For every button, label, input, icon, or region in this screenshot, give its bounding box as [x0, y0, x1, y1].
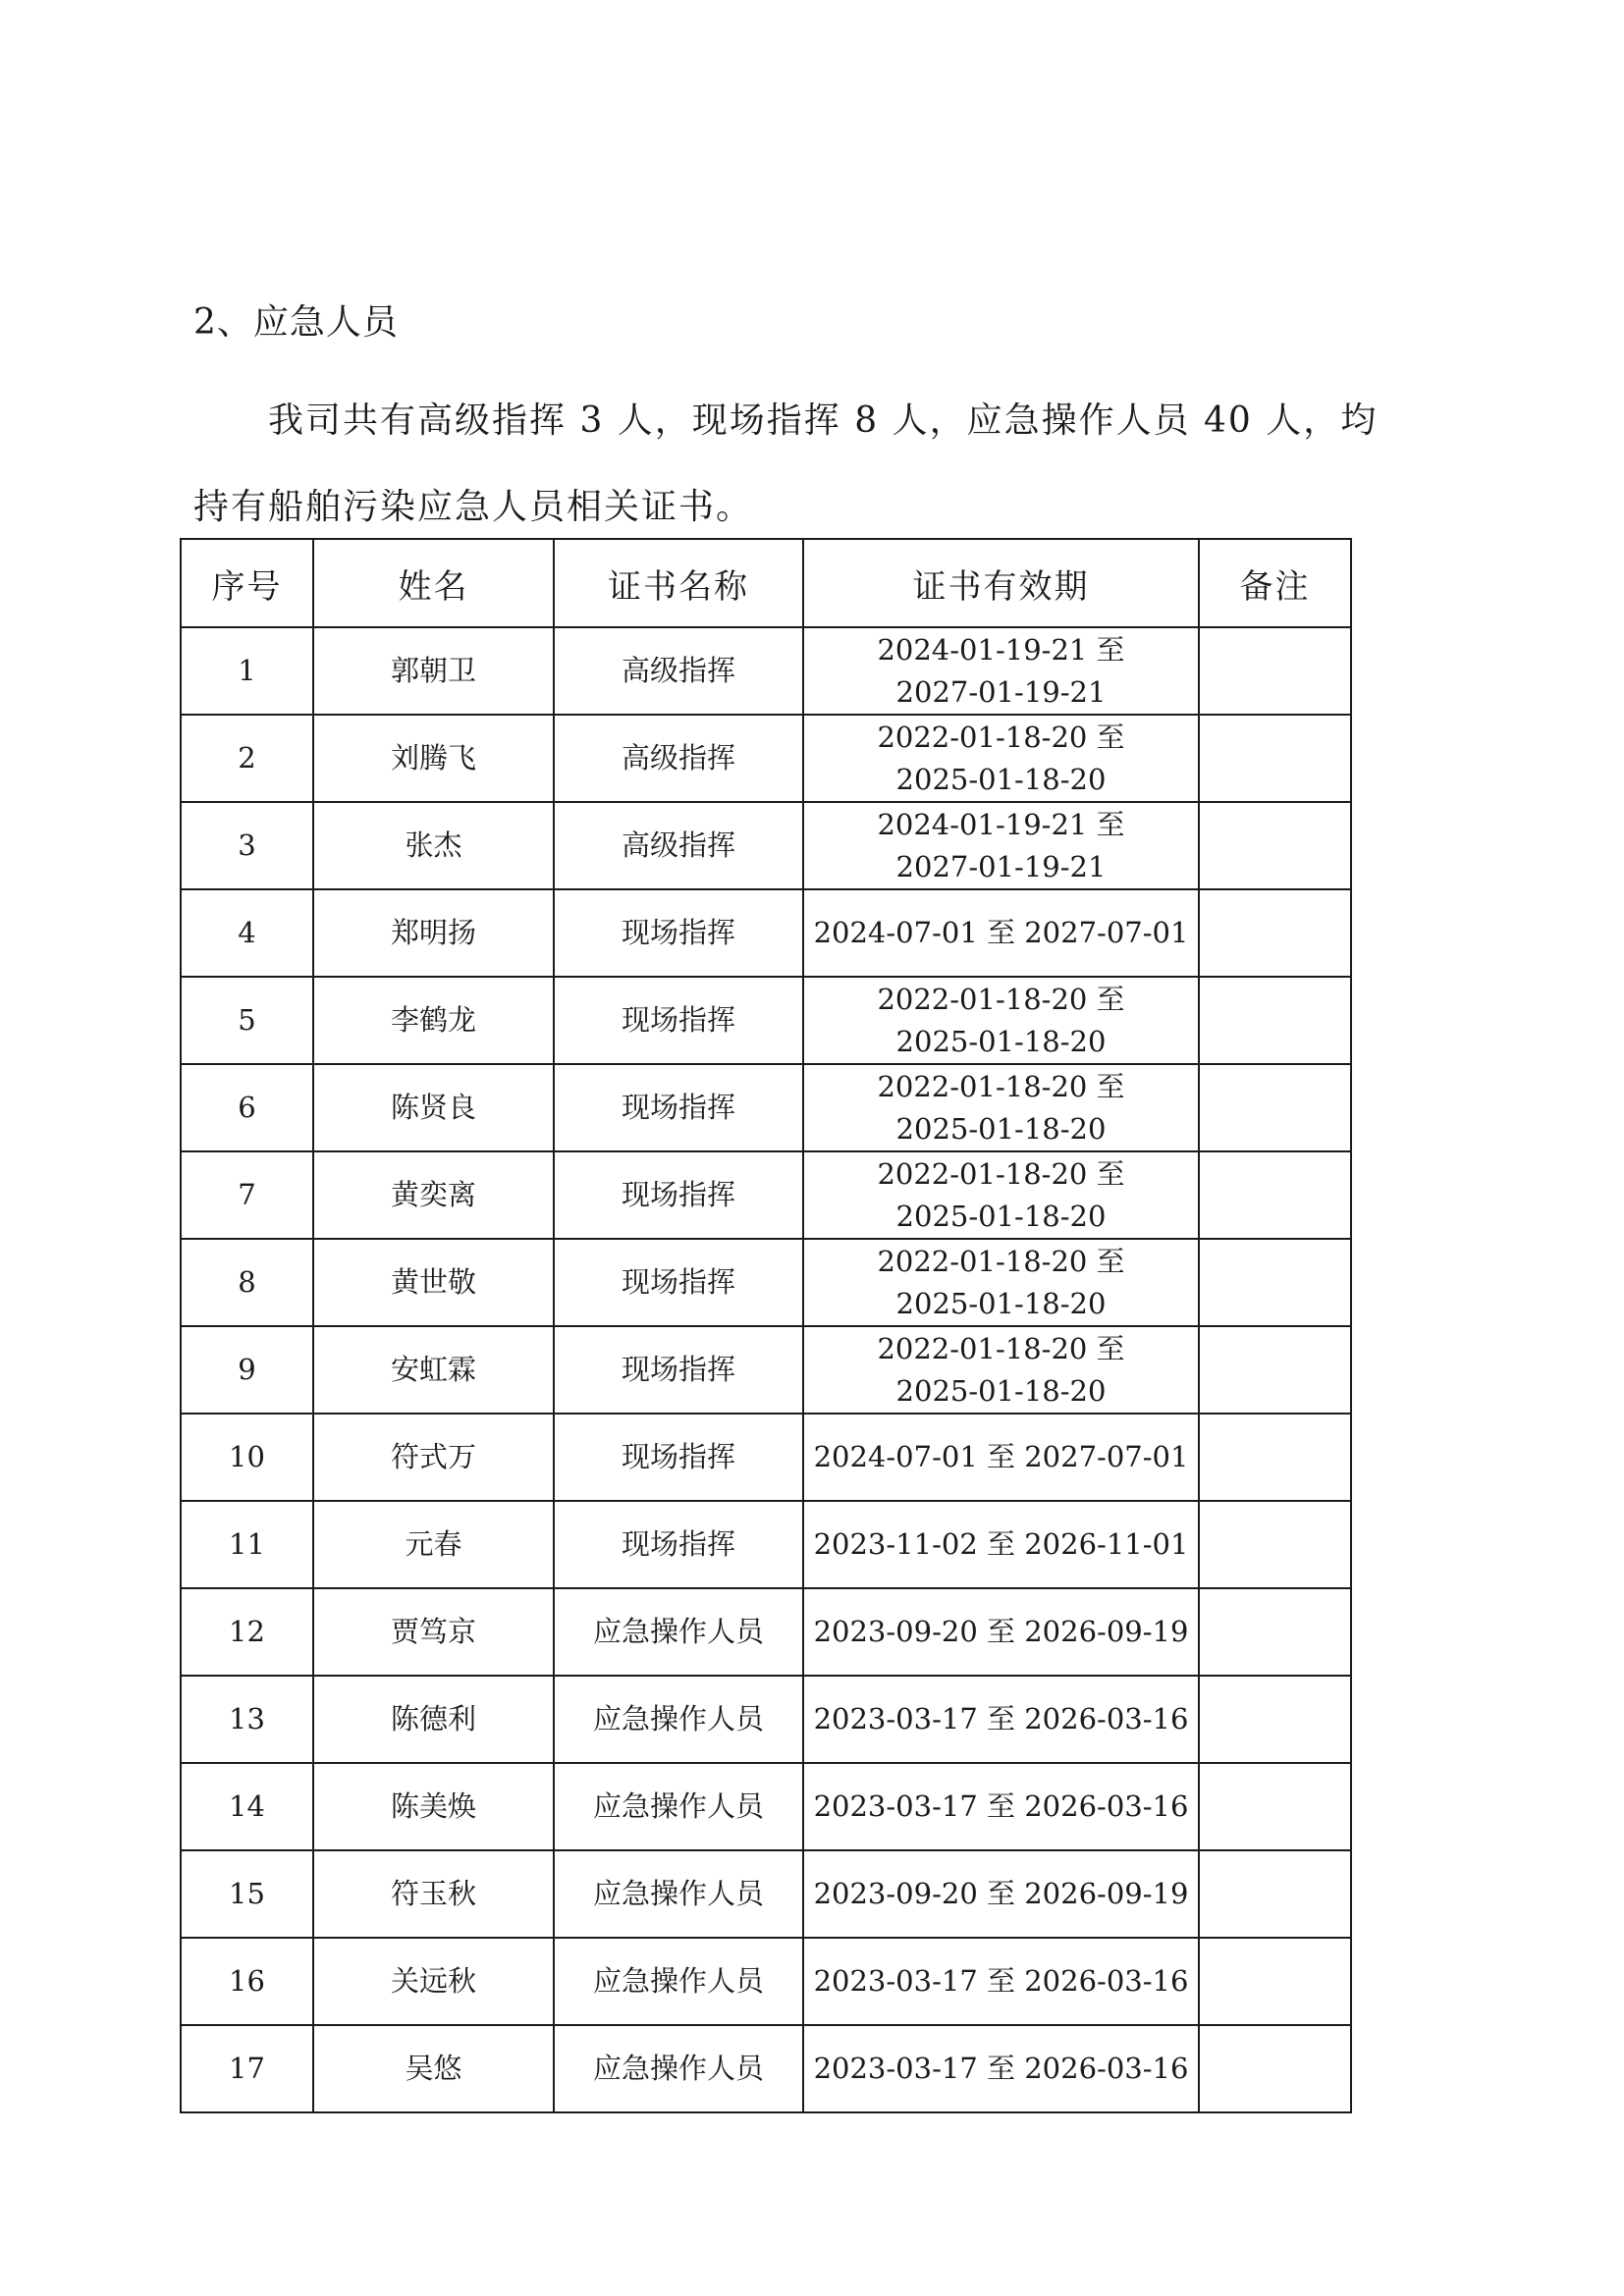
cell-no: 8 — [181, 1239, 313, 1326]
table-row — [181, 802, 1351, 889]
header-note: 备注 — [1199, 539, 1351, 627]
cell-name: 符玉秋 — [313, 1850, 554, 1938]
cell-note — [1199, 802, 1351, 889]
table-row — [181, 1763, 1351, 1850]
cell-validity: 2023-03-17 至 2026-03-16 — [803, 1763, 1199, 1850]
cell-note — [1199, 627, 1351, 715]
cell-validity: 2024-07-01 至 2027-07-01 — [803, 1414, 1199, 1501]
validity-line-2: 2025-01-18-20 — [895, 1111, 1107, 1146]
cell-name: 郑明扬 — [313, 889, 554, 977]
cell-note — [1199, 1850, 1351, 1938]
table-row — [181, 1676, 1351, 1763]
validity-line-1: 2022-01-18-20 至 — [877, 1156, 1125, 1191]
cell-validity — [803, 802, 1199, 889]
cell-validity — [803, 627, 1199, 715]
validity-line-1: 2022-01-18-20 至 — [877, 982, 1125, 1016]
cell-no: 1 — [181, 627, 313, 715]
cell-no: 3 — [181, 802, 313, 889]
cell-validity: 2023-03-17 至 2026-03-16 — [803, 1938, 1199, 2025]
table-row — [181, 1151, 1351, 1239]
cell-no: 13 — [181, 1676, 313, 1763]
section-heading: 2、应急人员 — [193, 302, 399, 343]
cell-note — [1199, 1588, 1351, 1676]
table-row — [181, 627, 1351, 715]
cell-no: 6 — [181, 1064, 313, 1151]
table-row — [181, 2025, 1351, 2112]
cell-cert: 应急操作人员 — [554, 2025, 803, 2112]
header-no: 序号 — [181, 539, 313, 627]
table-row — [181, 977, 1351, 1064]
cell-no: 14 — [181, 1763, 313, 1850]
cell-validity — [803, 1326, 1199, 1414]
cell-validity — [803, 977, 1199, 1064]
table-row — [181, 715, 1351, 802]
cell-name: 陈美焕 — [313, 1763, 554, 1850]
cell-cert: 应急操作人员 — [554, 1938, 803, 2025]
table-row — [181, 889, 1351, 977]
table-row — [181, 1064, 1351, 1151]
cell-name: 贾笃京 — [313, 1588, 554, 1676]
cell-cert: 应急操作人员 — [554, 1676, 803, 1763]
cell-validity — [803, 1064, 1199, 1151]
cell-validity: 2023-03-17 至 2026-03-16 — [803, 2025, 1199, 2112]
cell-no: 10 — [181, 1414, 313, 1501]
cell-name: 黄世敬 — [313, 1239, 554, 1326]
cell-no: 11 — [181, 1501, 313, 1588]
cell-validity: 2023-09-20 至 2026-09-19 — [803, 1588, 1199, 1676]
cell-note — [1199, 1064, 1351, 1151]
cell-name: 关远秋 — [313, 1938, 554, 2025]
validity-line-1: 2022-01-18-20 至 — [877, 720, 1125, 754]
cell-name: 张杰 — [313, 802, 554, 889]
cell-cert: 高级指挥 — [554, 627, 803, 715]
cell-no: 15 — [181, 1850, 313, 1938]
cell-cert: 高级指挥 — [554, 715, 803, 802]
cell-note — [1199, 1676, 1351, 1763]
cell-name: 黄奕离 — [313, 1151, 554, 1239]
emergency-personnel-table — [180, 538, 1352, 2113]
cell-name: 安虹霖 — [313, 1326, 554, 1414]
cell-cert: 现场指挥 — [554, 1151, 803, 1239]
validity-line-1: 2022-01-18-20 至 — [877, 1244, 1125, 1278]
cell-note — [1199, 977, 1351, 1064]
header-cert: 证书名称 — [554, 539, 803, 627]
validity-line-2: 2027-01-19-21 — [895, 849, 1107, 883]
validity-line-2: 2027-01-19-21 — [895, 674, 1107, 709]
validity-line-1: 2022-01-18-20 至 — [877, 1331, 1125, 1365]
cell-cert: 高级指挥 — [554, 802, 803, 889]
cell-cert: 现场指挥 — [554, 1326, 803, 1414]
cell-no: 16 — [181, 1938, 313, 2025]
validity-line-2: 2025-01-18-20 — [895, 762, 1107, 796]
validity-line-2: 2025-01-18-20 — [895, 1373, 1107, 1408]
validity-line-1: 2024-01-19-21 至 — [877, 807, 1125, 841]
cell-note — [1199, 889, 1351, 977]
cell-cert: 现场指挥 — [554, 1501, 803, 1588]
cell-validity — [803, 1239, 1199, 1326]
cell-note — [1199, 1326, 1351, 1414]
validity-line-2: 2025-01-18-20 — [895, 1024, 1107, 1058]
table-row — [181, 1938, 1351, 2025]
cell-validity — [803, 1151, 1199, 1239]
validity-line-2: 2025-01-18-20 — [895, 1286, 1107, 1320]
cell-no: 9 — [181, 1326, 313, 1414]
cell-name: 李鹤龙 — [313, 977, 554, 1064]
cell-note — [1199, 1151, 1351, 1239]
table-row — [181, 1414, 1351, 1501]
cell-cert: 现场指挥 — [554, 1414, 803, 1501]
cell-note — [1199, 1938, 1351, 2025]
table-body — [181, 627, 1351, 2112]
cell-no: 17 — [181, 2025, 313, 2112]
cell-cert: 现场指挥 — [554, 977, 803, 1064]
table-row — [181, 1239, 1351, 1326]
cell-cert: 现场指挥 — [554, 889, 803, 977]
table-header-row — [181, 539, 1351, 627]
cell-name: 郭朝卫 — [313, 627, 554, 715]
cell-no: 5 — [181, 977, 313, 1064]
cell-no: 2 — [181, 715, 313, 802]
header-validity: 证书有效期 — [803, 539, 1199, 627]
cell-cert: 现场指挥 — [554, 1064, 803, 1151]
cell-name: 陈德利 — [313, 1676, 554, 1763]
cell-note — [1199, 715, 1351, 802]
intro-paragraph: 我司共有高级指挥 3 人，现场指挥 8 人，应急操作人员 40 人，均持有船舶污染应急人员相关证书。 — [193, 400, 1379, 527]
cell-name: 符式万 — [313, 1414, 554, 1501]
cell-note — [1199, 1414, 1351, 1501]
cell-name: 元春 — [313, 1501, 554, 1588]
cell-note — [1199, 1763, 1351, 1850]
table-row — [181, 1501, 1351, 1588]
validity-line-1: 2022-01-18-20 至 — [877, 1069, 1125, 1103]
cell-validity — [803, 715, 1199, 802]
cell-cert: 应急操作人员 — [554, 1763, 803, 1850]
cell-note — [1199, 2025, 1351, 2112]
cell-note — [1199, 1239, 1351, 1326]
cell-validity: 2023-03-17 至 2026-03-16 — [803, 1676, 1199, 1763]
cell-no: 4 — [181, 889, 313, 977]
validity-line-2: 2025-01-18-20 — [895, 1199, 1107, 1233]
cell-name: 陈贤良 — [313, 1064, 554, 1151]
cell-note — [1199, 1501, 1351, 1588]
cell-cert: 应急操作人员 — [554, 1588, 803, 1676]
table-row — [181, 1326, 1351, 1414]
cell-no: 7 — [181, 1151, 313, 1239]
cell-validity: 2023-09-20 至 2026-09-19 — [803, 1850, 1199, 1938]
cell-cert: 现场指挥 — [554, 1239, 803, 1326]
cell-no: 12 — [181, 1588, 313, 1676]
table-row — [181, 1588, 1351, 1676]
cell-name: 刘腾飞 — [313, 715, 554, 802]
cell-cert: 应急操作人员 — [554, 1850, 803, 1938]
table-row — [181, 1850, 1351, 1938]
header-name: 姓名 — [313, 539, 554, 627]
cell-validity: 2023-11-02 至 2026-11-01 — [803, 1501, 1199, 1588]
cell-validity: 2024-07-01 至 2027-07-01 — [803, 889, 1199, 977]
cell-name: 吴悠 — [313, 2025, 554, 2112]
validity-line-1: 2024-01-19-21 至 — [877, 632, 1125, 667]
